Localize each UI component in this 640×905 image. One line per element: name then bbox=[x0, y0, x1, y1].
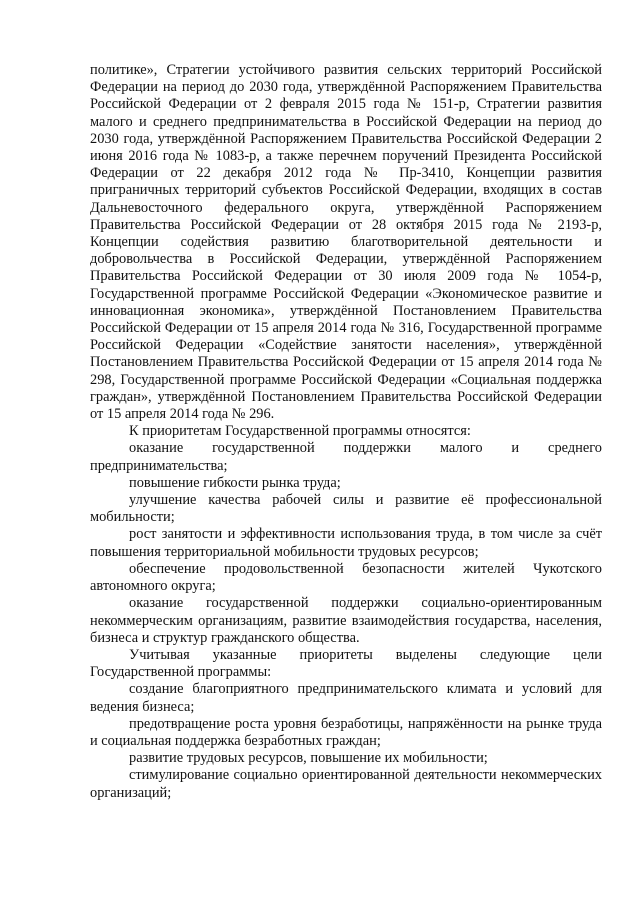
priority-item-labor-flexibility: повышение гибкости рынка труда; bbox=[129, 474, 341, 491]
document-page bbox=[90, 62, 602, 802]
goal-item-labor-resources: развитие трудовых ресурсов, повышение их мобильности; bbox=[129, 750, 488, 767]
paragraph-strategies-list: политике», Стратегии устойчивого развития сельских территорий Российской Федерации на период до 2030 года, утверждённой Распоряжением Правительства Российской Федерации от 2 февраля 2015 года № 151-р, Стратегии развития малого и среднего предпринимательства в Российской Федерации на период до 2030 года, утверждённой Распоряжением Правительства Российской Федерации 2 июня 2016 года № 1083-р, а также перечнем поручений Президента Российской Федерации от 22 декабря 2012 года № Пр-3410, Концепции развития приграничных территорий субъектов Российской Федерации, входящих в состав Дальневосточного федерального округа, утверждённой Распоряжением Правительства Российской Федерации от 28 октября 2015 года № 2193-р, Концепции содействия развитию благотворительной деятельности и добровольчества в Российской Федерации, утверждённой Распоряжением Правительства Российской Федерации от 30 июля 2009 года № 1054-р, Государственной программе Российской Федерации «Экономическое развитие и инновационная экономика», утверждённой Постановлением Правительства Российской Федерации от 15 апреля 2014 года № 316, Государственной программе Российской Федерации «Содействие занятости населения», утверждённой Постановлением Правительства Российской Федерации от 15 апреля 2014 года № 298, Государственной программе Российской Федерации «Социальная поддержка граждан», утверждённой Постановлением Правительства Российской Федерации от 15 апреля 2014 года № 296. bbox=[90, 62, 602, 423]
goal-item-unemployment-prevention: предотвращение роста уровня безработицы, напряжённости на рынке труда и социальная поддержка безработных граждан; bbox=[90, 715, 602, 749]
priority-item-workforce-quality: улучшение качества рабочей силы и развитие её профессиональной мобильности; bbox=[90, 492, 602, 526]
priority-item-sme-support: оказание государственной поддержки малого и среднего предпринимательства; bbox=[90, 440, 602, 474]
priority-item-food-security: обеспечение продовольственной безопасности жителей Чукотского автономного округа; bbox=[90, 560, 602, 595]
paragraph-priorities-heading: К приоритетам Государственной программы относятся: bbox=[129, 423, 471, 440]
priority-item-employment-growth: рост занятости и эффективности использования труда, в том числе за счёт повышения территориальной мобильности трудовых ресурсов; bbox=[90, 526, 602, 560]
paragraph-goals-heading: Учитывая указанные приоритеты выделены следующие цели Государственной программы: bbox=[90, 646, 602, 681]
goal-item-nko-stimulation: стимулирование социально ориентированной деятельности некоммерческих организаций; bbox=[90, 767, 602, 801]
goal-item-business-climate: создание благоприятного предпринимательского климата и условий для ведения бизнеса; bbox=[90, 681, 602, 715]
priority-item-nko-support: оказание государственной поддержки социально-ориентированным некоммерческим организациям, развитие взаимодействия государства, населения, бизнеса и структур гражданского общества. bbox=[90, 595, 602, 646]
